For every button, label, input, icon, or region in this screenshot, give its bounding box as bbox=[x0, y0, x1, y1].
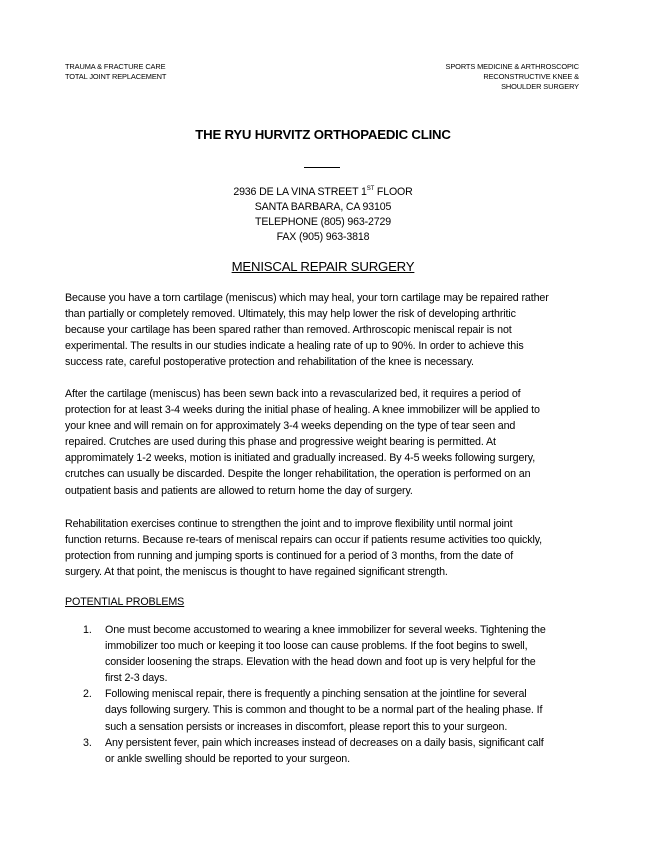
list-number: 1. bbox=[83, 624, 92, 636]
paragraph-line: success rate, careful postoperative protection and rehabilitation of the knee is necessary. bbox=[65, 356, 474, 369]
paragraph-line: protection from running and jumping sports is continued for a period of 3 months, from the date of bbox=[65, 550, 514, 563]
paragraph-line: appromimately 1-2 weeks, motion is initiated and gradually increased. By 4-5 weeks following surgery, bbox=[65, 452, 536, 465]
paragraph-line: experimental. The results in our studies indicate a healing rate of up to 90%. In order to achieve this bbox=[65, 340, 524, 353]
address-line-1 bbox=[0, 185, 646, 200]
list-line: One must become accustomed to wearing a knee immobilizer for several weeks. Tightening the bbox=[105, 624, 546, 636]
list-line: or ankle swelling should be reported to your surgeon. bbox=[105, 752, 350, 765]
header-right-line: SHOULDER SURGERY bbox=[501, 82, 579, 91]
list-line: Any persistent fever, pain which increases instead of decreases on a daily basis, significant calf bbox=[105, 736, 544, 749]
address-street: 2936 DE LA VINA STREET 1 bbox=[233, 186, 367, 198]
paragraph-line: function returns. Because re-tears of meniscal repairs can occur if patients resume activities too quickly, bbox=[65, 534, 543, 547]
paragraph-post-op bbox=[65, 386, 585, 499]
paragraph-line: than partially or completely removed. Ultimately, this may help lower the risk of developing arthritic bbox=[65, 308, 516, 321]
address-floor: FLOOR bbox=[374, 186, 413, 198]
paragraph-line: protection for at least 3-4 weeks during the initial phase of healing. A knee immobilizer will be applied to bbox=[65, 404, 540, 417]
list-line: Following meniscal repair, there is frequently a pinching sensation at the jointline for several bbox=[105, 688, 527, 701]
list-line: immobilizer too much or keeping it too loose can cause problems. If the foot begins to swell, bbox=[105, 640, 528, 653]
header-right-line: RECONSTRUCTIVE KNEE & bbox=[483, 72, 579, 81]
header-left-specialties bbox=[65, 62, 166, 82]
clinic-name: THE RYU HURVITZ ORTHOPAEDIC CLINC bbox=[195, 127, 451, 142]
paragraph-intro bbox=[65, 290, 585, 370]
paragraph-line: outpatient basis and patients are allowed to return home the day of surgery. bbox=[65, 484, 413, 497]
document-title: MENISCAL REPAIR SURGERY bbox=[231, 259, 415, 274]
list-number: 2. bbox=[83, 688, 92, 701]
paragraph-line: Because you have a torn cartilage (meniscus) which may heal, your torn cartilage may be repaired rather bbox=[65, 292, 549, 304]
list-item bbox=[83, 622, 603, 686]
list-line: consider loosening the straps. Elevation with the head down and foot up is very helpful for the bbox=[105, 656, 536, 669]
header-right-specialties bbox=[446, 62, 579, 92]
list-line: first 2-3 days. bbox=[105, 672, 168, 685]
divider bbox=[304, 167, 340, 168]
list-number: 3. bbox=[83, 736, 92, 749]
clinic-address-block bbox=[0, 185, 646, 245]
list-item bbox=[83, 686, 603, 734]
paragraph-line: repaired. Crutches are used during this phase and progressive weight bearing is permitted. At bbox=[65, 436, 496, 449]
fax: FAX (905) 963-3818 bbox=[276, 231, 370, 243]
header-left-line: TRAUMA & FRACTURE CARE bbox=[65, 62, 166, 71]
section-heading-potential-problems: POTENTIAL PROBLEMS bbox=[65, 596, 185, 608]
paragraph-line: After the cartilage (meniscus) has been sewn back into a revascularized bed, it requires a period of bbox=[65, 388, 521, 400]
telephone: TELEPHONE (805) 963-2729 bbox=[255, 216, 391, 228]
problems-list bbox=[83, 622, 603, 767]
paragraph-line: your knee and will remain on for approximately 3-4 weeks depending on the type of tear seen and bbox=[65, 420, 516, 433]
address-line-2: SANTA BARBARA, CA 93105 bbox=[254, 201, 392, 213]
list-item bbox=[83, 735, 603, 767]
paragraph-line: because your cartilage has been spared rather than removed. Arthroscopic meniscal repair is not bbox=[65, 324, 512, 337]
list-line: days following surgery. This is common and thought to be a normal part of the healing phase. If bbox=[105, 704, 543, 717]
paragraph-line: surgery. At that point, the meniscus is thought to have regained significant strength. bbox=[65, 566, 448, 579]
header-right-line: SPORTS MEDICINE & ARTHROSCOPIC bbox=[445, 62, 579, 71]
list-line: such a sensation persists or increases in discomfort, please report this to your surgeon. bbox=[105, 720, 508, 733]
paragraph-line: crutches can usually be discarded. Despite the longer rehabilitation, the operation is performed on an bbox=[65, 468, 531, 481]
paragraph-rehabilitation bbox=[65, 516, 585, 580]
header-left-line: TOTAL JOINT REPLACEMENT bbox=[65, 72, 167, 81]
paragraph-line: Rehabilitation exercises continue to strengthen the joint and to improve flexibility until normal joint bbox=[65, 518, 513, 530]
address-ordinal-suffix: ST bbox=[366, 186, 375, 192]
